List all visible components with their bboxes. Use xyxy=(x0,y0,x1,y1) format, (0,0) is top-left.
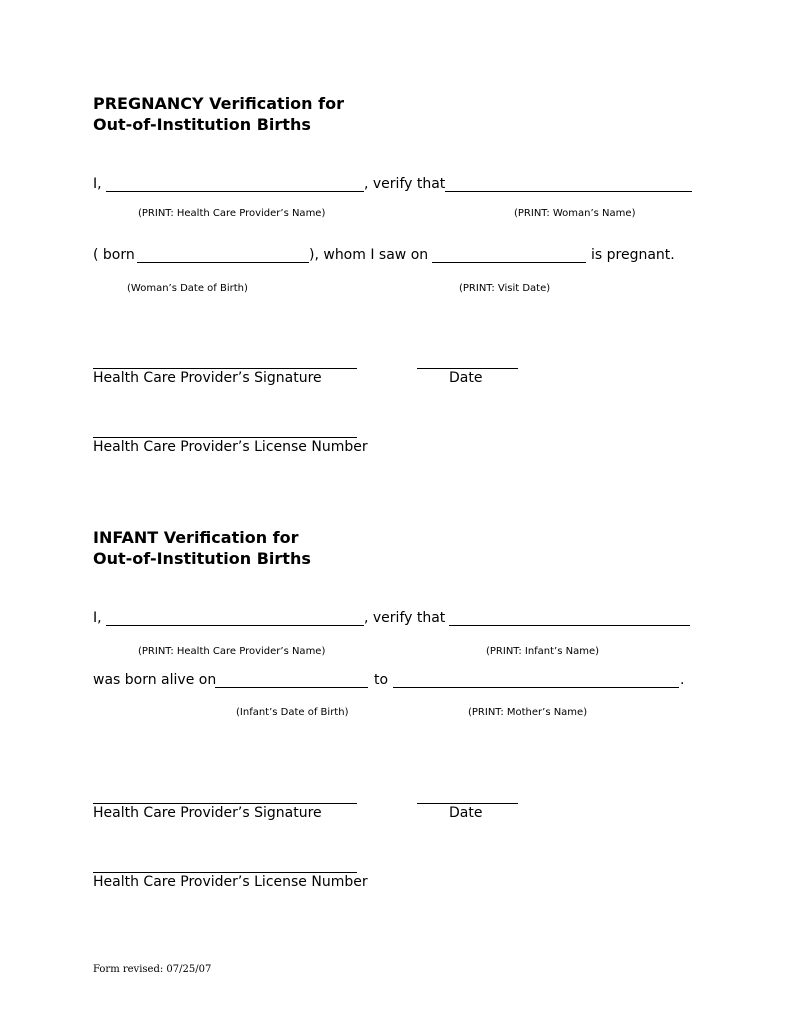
infant-to: to xyxy=(374,672,389,688)
infant-title-line1: INFANT Verification for xyxy=(93,528,299,547)
pregnancy-woman-name-caption: (PRINT: Woman’s Name) xyxy=(514,208,636,219)
pregnancy-visit-date-caption: (PRINT: Visit Date) xyxy=(459,283,551,294)
infant-mother-name-field[interactable] xyxy=(393,687,679,688)
infant-name-caption: (PRINT: Infant’s Name) xyxy=(486,646,600,657)
pregnancy-is-pregnant: is pregnant. xyxy=(591,247,675,263)
infant-born-alive-on: was born alive on xyxy=(93,672,217,688)
pregnancy-i-prefix: I, xyxy=(93,176,102,192)
pregnancy-title-line1: PREGNANCY Verification for xyxy=(93,94,344,113)
pregnancy-license-label: Health Care Provider’s License Number xyxy=(93,439,368,455)
infant-name-field[interactable] xyxy=(449,625,690,626)
pregnancy-provider-name-field[interactable] xyxy=(106,191,364,192)
pregnancy-signature-line[interactable] xyxy=(93,368,357,369)
infant-verify-that: , verify that xyxy=(364,610,446,626)
infant-mother-name-caption: (PRINT: Mother’s Name) xyxy=(468,707,588,718)
pregnancy-provider-name-caption: (PRINT: Health Care Provider’s Name) xyxy=(138,208,326,219)
pregnancy-title-line2: Out-of-Institution Births xyxy=(93,115,311,134)
form-revised-footer: Form revised: 07/25/07 xyxy=(93,964,212,975)
pregnancy-license-line[interactable] xyxy=(93,437,357,438)
pregnancy-woman-name-field[interactable] xyxy=(445,191,692,192)
pregnancy-verify-that: , verify that xyxy=(364,176,446,192)
pregnancy-date-label: Date xyxy=(449,370,483,386)
infant-date-label: Date xyxy=(449,805,483,821)
infant-date-line[interactable] xyxy=(417,803,518,804)
pregnancy-born-prefix: ( born xyxy=(93,247,135,263)
infant-title-line2: Out-of-Institution Births xyxy=(93,549,311,568)
infant-dob-field[interactable] xyxy=(215,687,368,688)
infant-license-label: Health Care Provider’s License Number xyxy=(93,874,368,890)
pregnancy-woman-dob-field[interactable] xyxy=(137,262,309,263)
infant-provider-name-field[interactable] xyxy=(106,625,364,626)
infant-i-prefix: I, xyxy=(93,610,102,626)
infant-provider-name-caption: (PRINT: Health Care Provider’s Name) xyxy=(138,646,326,657)
infant-period: . xyxy=(680,672,685,688)
infant-signature-label: Health Care Provider’s Signature xyxy=(93,805,322,821)
pregnancy-woman-dob-caption: (Woman’s Date of Birth) xyxy=(127,283,248,294)
pregnancy-signature-label: Health Care Provider’s Signature xyxy=(93,370,322,386)
infant-signature-line[interactable] xyxy=(93,803,357,804)
infant-dob-caption: (Infant’s Date of Birth) xyxy=(236,707,349,718)
pregnancy-visit-date-field[interactable] xyxy=(432,262,586,263)
pregnancy-born-close-whom: ), whom I saw on xyxy=(309,247,429,263)
infant-license-line[interactable] xyxy=(93,872,357,873)
pregnancy-date-line[interactable] xyxy=(417,368,518,369)
